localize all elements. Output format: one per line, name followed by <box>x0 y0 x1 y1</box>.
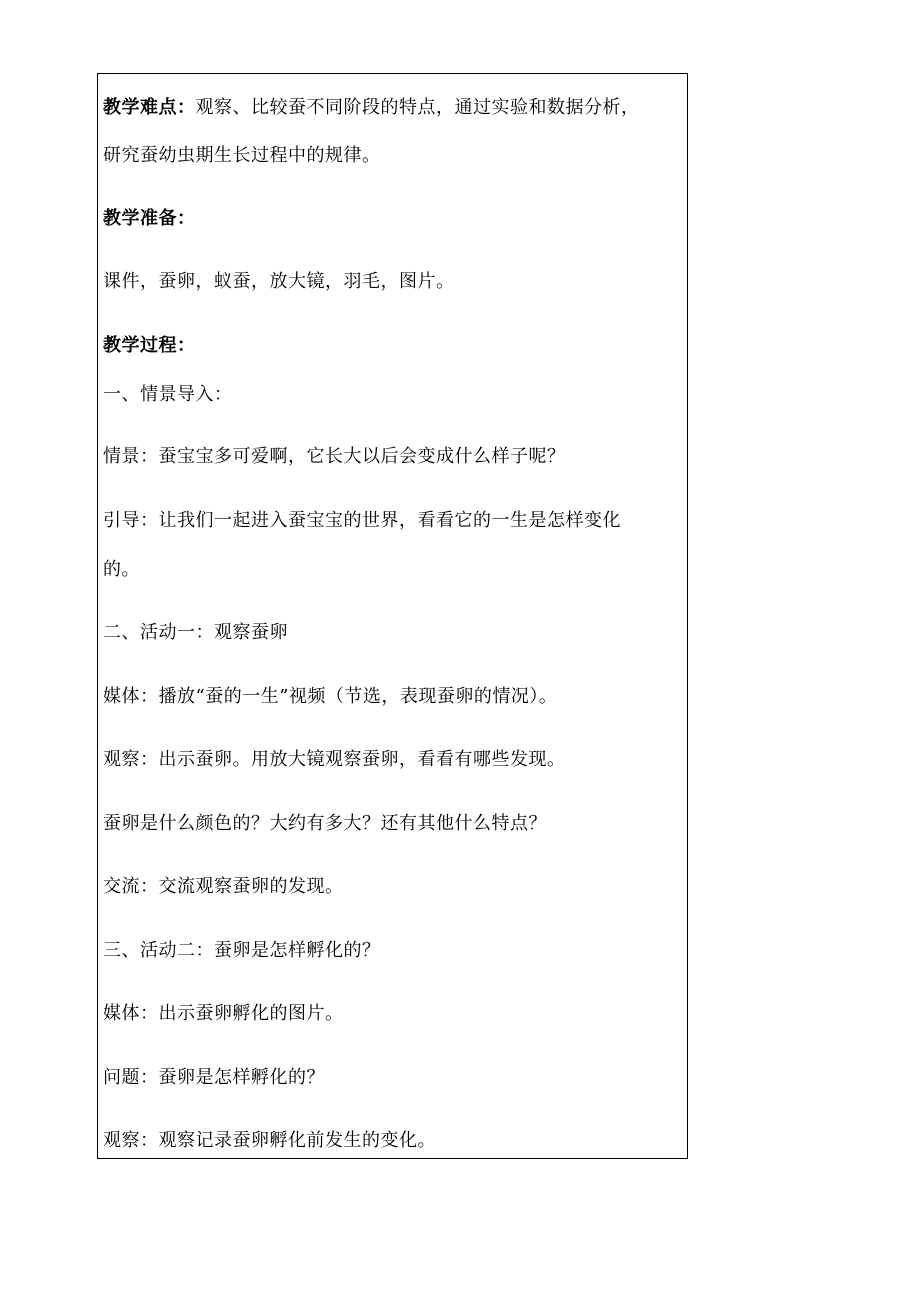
lesson-table-cell <box>97 73 688 1159</box>
process-line: 二、活动一：观察蚕卵 <box>103 622 288 643</box>
process-line: 的。 <box>103 559 140 580</box>
process-heading: 教学过程： <box>103 335 196 356</box>
process-line: 一、情景导入： <box>103 384 233 405</box>
difficulty-line-2: 研究蚕幼虫期生长过程中的规律。 <box>103 145 381 166</box>
process-line: 蚕卵是什么颜色的？大约有多大？还有其他什么特点？ <box>103 813 547 834</box>
process-line: 媒体：播放“蚕的一生”视频（节选，表现蚕卵的情况）。 <box>103 686 558 707</box>
preparation-heading: 教学准备： <box>103 208 196 229</box>
process-line: 三、活动二：蚕卵是怎样孵化的？ <box>103 940 381 961</box>
preparation-text: 课件，蚕卵，蚁蚕，放大镜，羽毛，图片。 <box>103 271 455 292</box>
process-line: 交流：交流观察蚕卵的发现。 <box>103 876 344 897</box>
process-line: 媒体：出示蚕卵孵化的图片。 <box>103 1003 344 1024</box>
process-line: 引导：让我们一起进入蚕宝宝的世界，看看它的一生是怎样变化 <box>103 510 621 531</box>
process-line: 观察：出示蚕卵。用放大镜观察蚕卵，看看有哪些发现。 <box>103 749 566 770</box>
process-line: 问题：蚕卵是怎样孵化的？ <box>103 1067 325 1088</box>
difficulty-line-1 <box>103 97 640 119</box>
process-line: 观察：观察记录蚕卵孵化前发生的变化。 <box>103 1130 436 1151</box>
difficulty-text-1: 观察、比较蚕不同阶段的特点，通过实验和数据分析， <box>195 97 640 118</box>
process-line: 情景：蚕宝宝多可爱啊，它长大以后会变成什么样子呢？ <box>103 446 566 467</box>
difficulty-heading: 教学难点： <box>103 97 196 118</box>
